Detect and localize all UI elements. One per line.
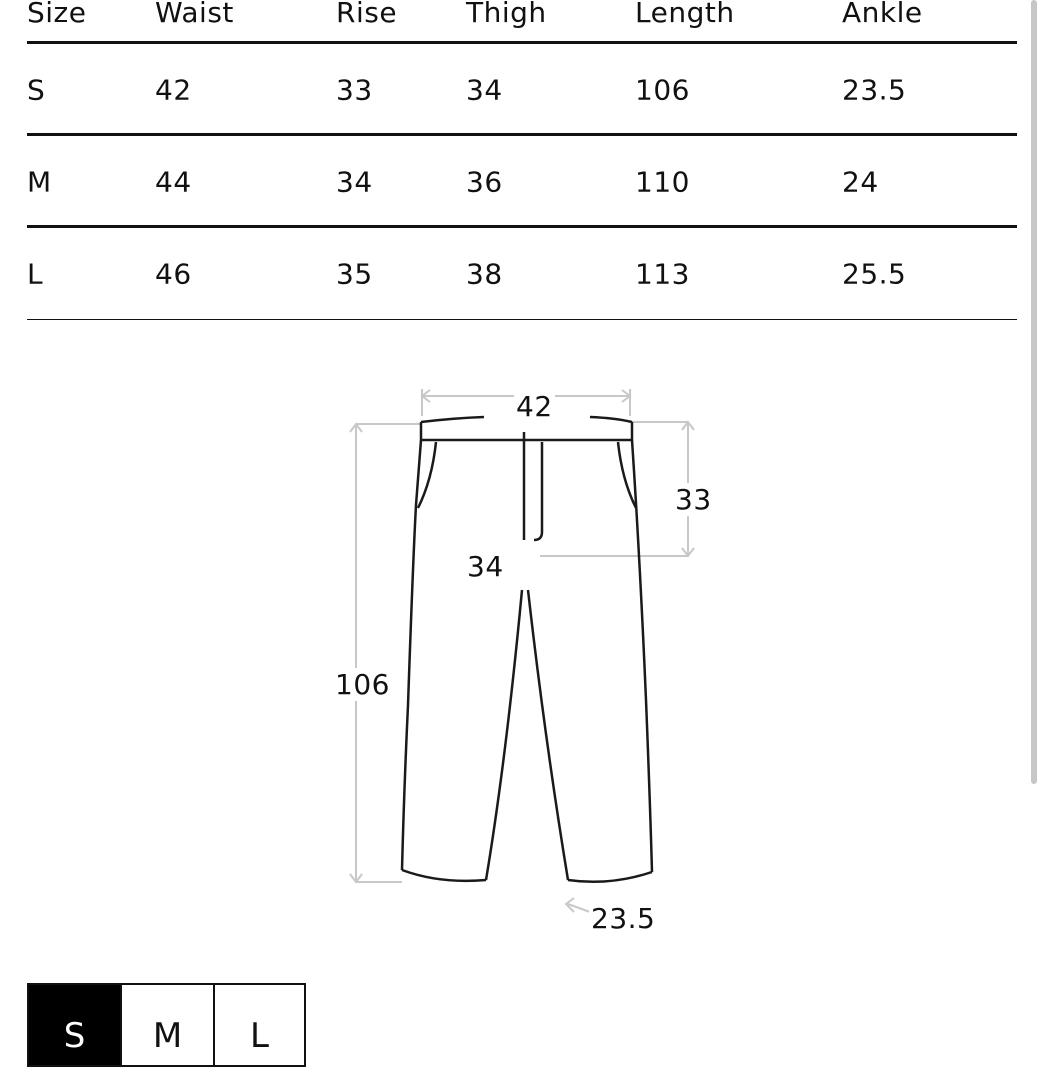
fly-stitch [534,442,542,540]
pants-outline [402,417,652,882]
header-ankle: Ankle [842,0,923,29]
waistband [421,422,632,440]
cell-thigh: 34 [466,73,503,107]
cell-thigh: 36 [466,165,503,199]
size-option-m[interactable]: M [122,985,215,1065]
hem-right [568,872,652,882]
inseam-right [528,590,568,880]
cell-ankle: 25.5 [842,257,907,291]
header-waist: Waist [155,0,234,29]
cell-length: 110 [635,165,690,199]
cell-thigh: 38 [466,257,503,291]
outer-seam-left [408,440,421,705]
ankle-dimension-label: 23.5 [591,902,656,935]
cell-waist: 44 [155,165,192,199]
cell-size: M [27,165,52,199]
header-size: Size [27,0,87,29]
cell-rise: 35 [336,257,373,291]
hem-left [402,870,486,881]
thigh-dimension-label: 34 [467,550,504,583]
header-thigh: Thigh [466,0,547,29]
cell-waist: 42 [155,73,192,107]
size-option-s[interactable]: S [29,985,122,1065]
cell-rise: 34 [336,165,373,199]
cell-size: S [27,73,46,107]
size-option-l[interactable]: L [215,985,304,1065]
size-selector [27,983,306,1067]
waistband-top-right [590,417,632,422]
header-length: Length [635,0,735,29]
outer-seam-left-lower [402,705,408,870]
cell-size: L [27,257,44,291]
cell-length: 113 [635,257,690,291]
cell-rise: 33 [336,73,373,107]
header-rise: Rise [336,0,398,29]
cell-ankle: 24 [842,165,879,199]
rise-dimension-label: 33 [675,483,712,516]
length-dimension-label: 106 [335,668,390,701]
waist-dimension-label: 42 [516,390,553,423]
dimension-lines [350,389,694,912]
cell-ankle: 23.5 [842,73,907,107]
waistband-top-left [421,417,484,422]
cell-waist: 46 [155,257,192,291]
cell-length: 106 [635,73,690,107]
inseam-left [486,590,522,880]
